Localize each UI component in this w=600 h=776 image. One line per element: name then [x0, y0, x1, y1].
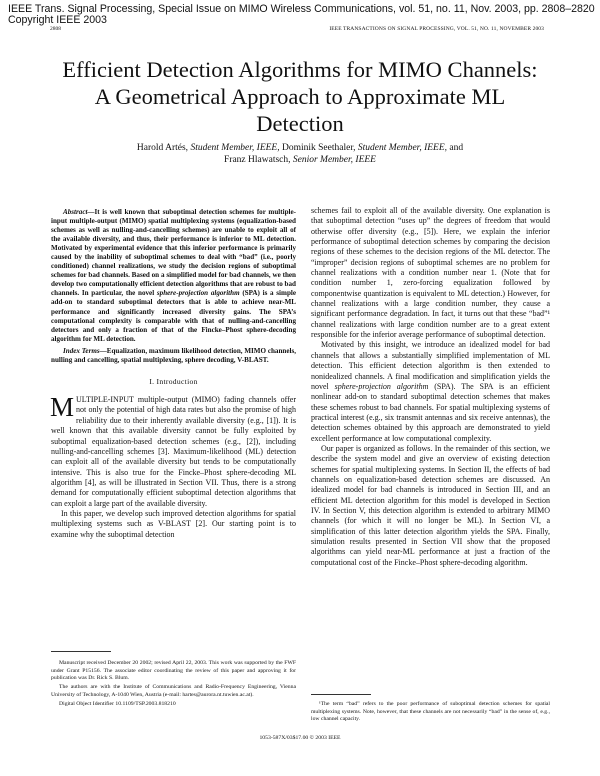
- running-header: IEEE TRANSACTIONS ON SIGNAL PROCESSING, VOL. 51, NO. 11, NOVEMBER 2003: [329, 26, 544, 32]
- footnote-rule: [51, 651, 111, 652]
- author-role: Student Member, IEEE,: [190, 143, 280, 153]
- section-heading: I. Introduction: [149, 376, 198, 386]
- author-role: Student Member, IEEE,: [357, 143, 448, 153]
- abstract-text: (SPA) is a simple add-on to standard suboptimal detectors that is able to achieve near-ML performance and significantly increased diversity gains. The SPA’s computational complexity is comparable with that of nulling-and-cancelling detectors and only a fraction of that of the Fincke–Phost sphere-decoding algorithm for ML detection.: [51, 289, 297, 343]
- footnote-text: ¹The term “bad” refers to the poor performance of suboptimal detection schemes for spatial multiplexing systems. Note, however, that these channels are not necessarily “bad” in the sense of, e.g., low channel capacity.: [311, 701, 550, 723]
- intro-paragraph: [50, 392, 296, 509]
- stamp-line-1: IEEE Trans. Signal Processing, Special Issue on MIMO Wireless Communications, vol. 51, no. 11, Nov. 2003, pp. 2808–2820: [8, 3, 595, 15]
- footnote-1: [311, 694, 550, 724]
- body-paragraph: [311, 340, 550, 443]
- author-role: Senior Member, IEEE: [292, 154, 376, 165]
- body-paragraph: In this paper, we develop such improved detection algorithms for spatial multiplexing systems such as V-BLAST [2]. Our starting point is to examine why the suboptimal detection: [51, 508, 296, 539]
- drop-cap: M: [50, 392, 75, 423]
- abstract-emphasis: sphere-projection algorithm: [156, 289, 240, 298]
- body-emphasis: sphere-projection algorithm: [334, 381, 429, 391]
- index-terms-text: —Equalization, maximum likelihood detection, MIMO channels, nulling and cancelling, spatial multiplexing, sphere decoding, V-BLAST.: [51, 346, 296, 364]
- abstract-text: It is well known that suboptimal detection schemes for multiple-input multiple-output (MIMO) spatial multiplexing systems (equalization-based schemes as well as nulling-and-cancelling schemes) are unable to exploit all of the available diversity, and thus, their performance is inferior to ML detection. Motivated by experimental evidence that this inferior performance is primarily caused by the inability of suboptimal schemes to deal with “bad” (i.e., poorly conditioned) channel realizations, we study the decision regions of suboptimal schemes for bad channels. Based on a simplified model for bad channels, we then develop two computationally efficient detection algorithms that are robust to bad channels. In particular, the novel: [51, 208, 296, 298]
- author-conjunction: and: [449, 143, 464, 153]
- index-terms: [51, 347, 296, 365]
- author-list: [70, 143, 530, 166]
- author-name: Dominik Seethaler,: [281, 143, 356, 153]
- body-paragraph: schemes fail to exploit all of the available diversity. One explanation is that suboptimal detection “uses up” the degrees of freedom that would otherwise offer diversity (e.g., [5]). Here, we explain the inferior performance of suboptimal detection schemes by comparing the decision regions of these schemes to the decision regions of the ML detector. The “improper” decision regions of suboptimal schemes are no problem for channel realizations with a condition number near 1. (Note that for condition number 1, zero-forcing equalization followed by componentwise quantization is equivalent to ML detection.) However, for channel realizations with a large condition number, they cause a significant performance degradation. In fact, it turns out that these “bad”¹ channel realizations with large condition number are to a great extent responsible for the inferior average performance of suboptimal detection.: [311, 206, 550, 340]
- author-name: Franz Hlawatsch,: [224, 154, 291, 165]
- paper-title: Efficient Detection Algorithms for MIMO Channels: A Geometrical Approach to Approximate ML Detection: [62, 57, 538, 136]
- body-paragraph: Our paper is organized as follows. In the remainder of this section, we describe the system model and give an overview of existing detection schemes for spatial multiplexing systems. In Section II, the effects of bad channels on equalization-based detection schemes are discussed. An idealized model for bad channels is introduced in Section III, and an efficient ML detection algorithm for this model is developed in Section IV. In Section V, this detection algorithm is extended to arbitrary MIMO channels (for which it will no longer be ML). In Section VI, a simplification of this latter detection algorithm yields the SPA. Finally, simulation results presented in Section VII show that the proposed algorithms can yield near-ML performance at just a fraction of the computational cost of the Fincke–Phost sphere-decoding algorithm.: [311, 443, 550, 567]
- body-text: Motivated by this insight, we introduce an idealized model for bad channels that allows a substantially simplified implementation of ML detection. This efficient detection algorithm is then extended to nonidealized channels. A final modification and simplification yields the novel: [311, 340, 550, 391]
- right-column: [311, 206, 550, 568]
- abstract: [51, 208, 296, 344]
- left-column: [51, 208, 296, 540]
- manuscript-note: Manuscript received December 20 2002; revised April 22, 2003. This work was supported by the FWF under Grant P15156. The associate editor coordinating the review of this paper and approving it for publication was Dr. Rick S. Blum.: [51, 660, 296, 682]
- author-name: Harold Artés,: [136, 143, 189, 153]
- body-text: (SPA). The SPA is an efficient nonlinear add-on to standard suboptimal detection schemes that makes these schemes robust to bad channels. For spatial multiplexing systems of practical interest (e.g., six transmit antennas and six receive antennas), the detection schemes obtained by this approach are demonstrated to yield excellent performance at low computational complexity.: [311, 381, 551, 443]
- footnotes: [51, 651, 296, 709]
- affiliation-note: The authors are with the Institute of Communications and Radio-Frequency Engineering, Vienna University of Technology, A-1040 Wien, Austria (e-mail: hartes@aurora.nt.tuwien.ac.at).: [51, 684, 296, 698]
- issn-line: 1053-587X/03$17.00 © 2003 IEEE: [259, 735, 341, 741]
- stamp-line-2: Copyright IEEE 2003: [8, 14, 107, 26]
- page-number: 2808: [50, 26, 61, 32]
- footnote-rule: [311, 694, 371, 695]
- copyright-stamp: [8, 4, 598, 26]
- index-terms-label: Index Terms: [63, 346, 100, 355]
- intro-text: ULTIPLE-INPUT multiple-output (MIMO) fading channels offer not only the potential of high data rates but also the promise of high reliability due to their inherently available diversity (e.g., [1]). It is well known that this available diversity cannot be fully exploited by suboptimal equalization-based detection schemes (e.g., [2]), including nulling-and-cancelling schemes [3]. Maximum-likelihood (ML) detection can exploit all of the available diversity but tends to be computationally intensive. This is also true for the Fincke–Phost sphere-decoding ML algorithm [4], as will be illustrated in Section VII. Thus, there is a strong demand for computationally efficient suboptimal detection algorithms that can exploit a large part of the available diversity.: [51, 395, 296, 508]
- abstract-label: Abstract—: [63, 208, 95, 216]
- doi-note: Digital Object Identifier 10.1109/TSP.2003.818210: [59, 700, 176, 707]
